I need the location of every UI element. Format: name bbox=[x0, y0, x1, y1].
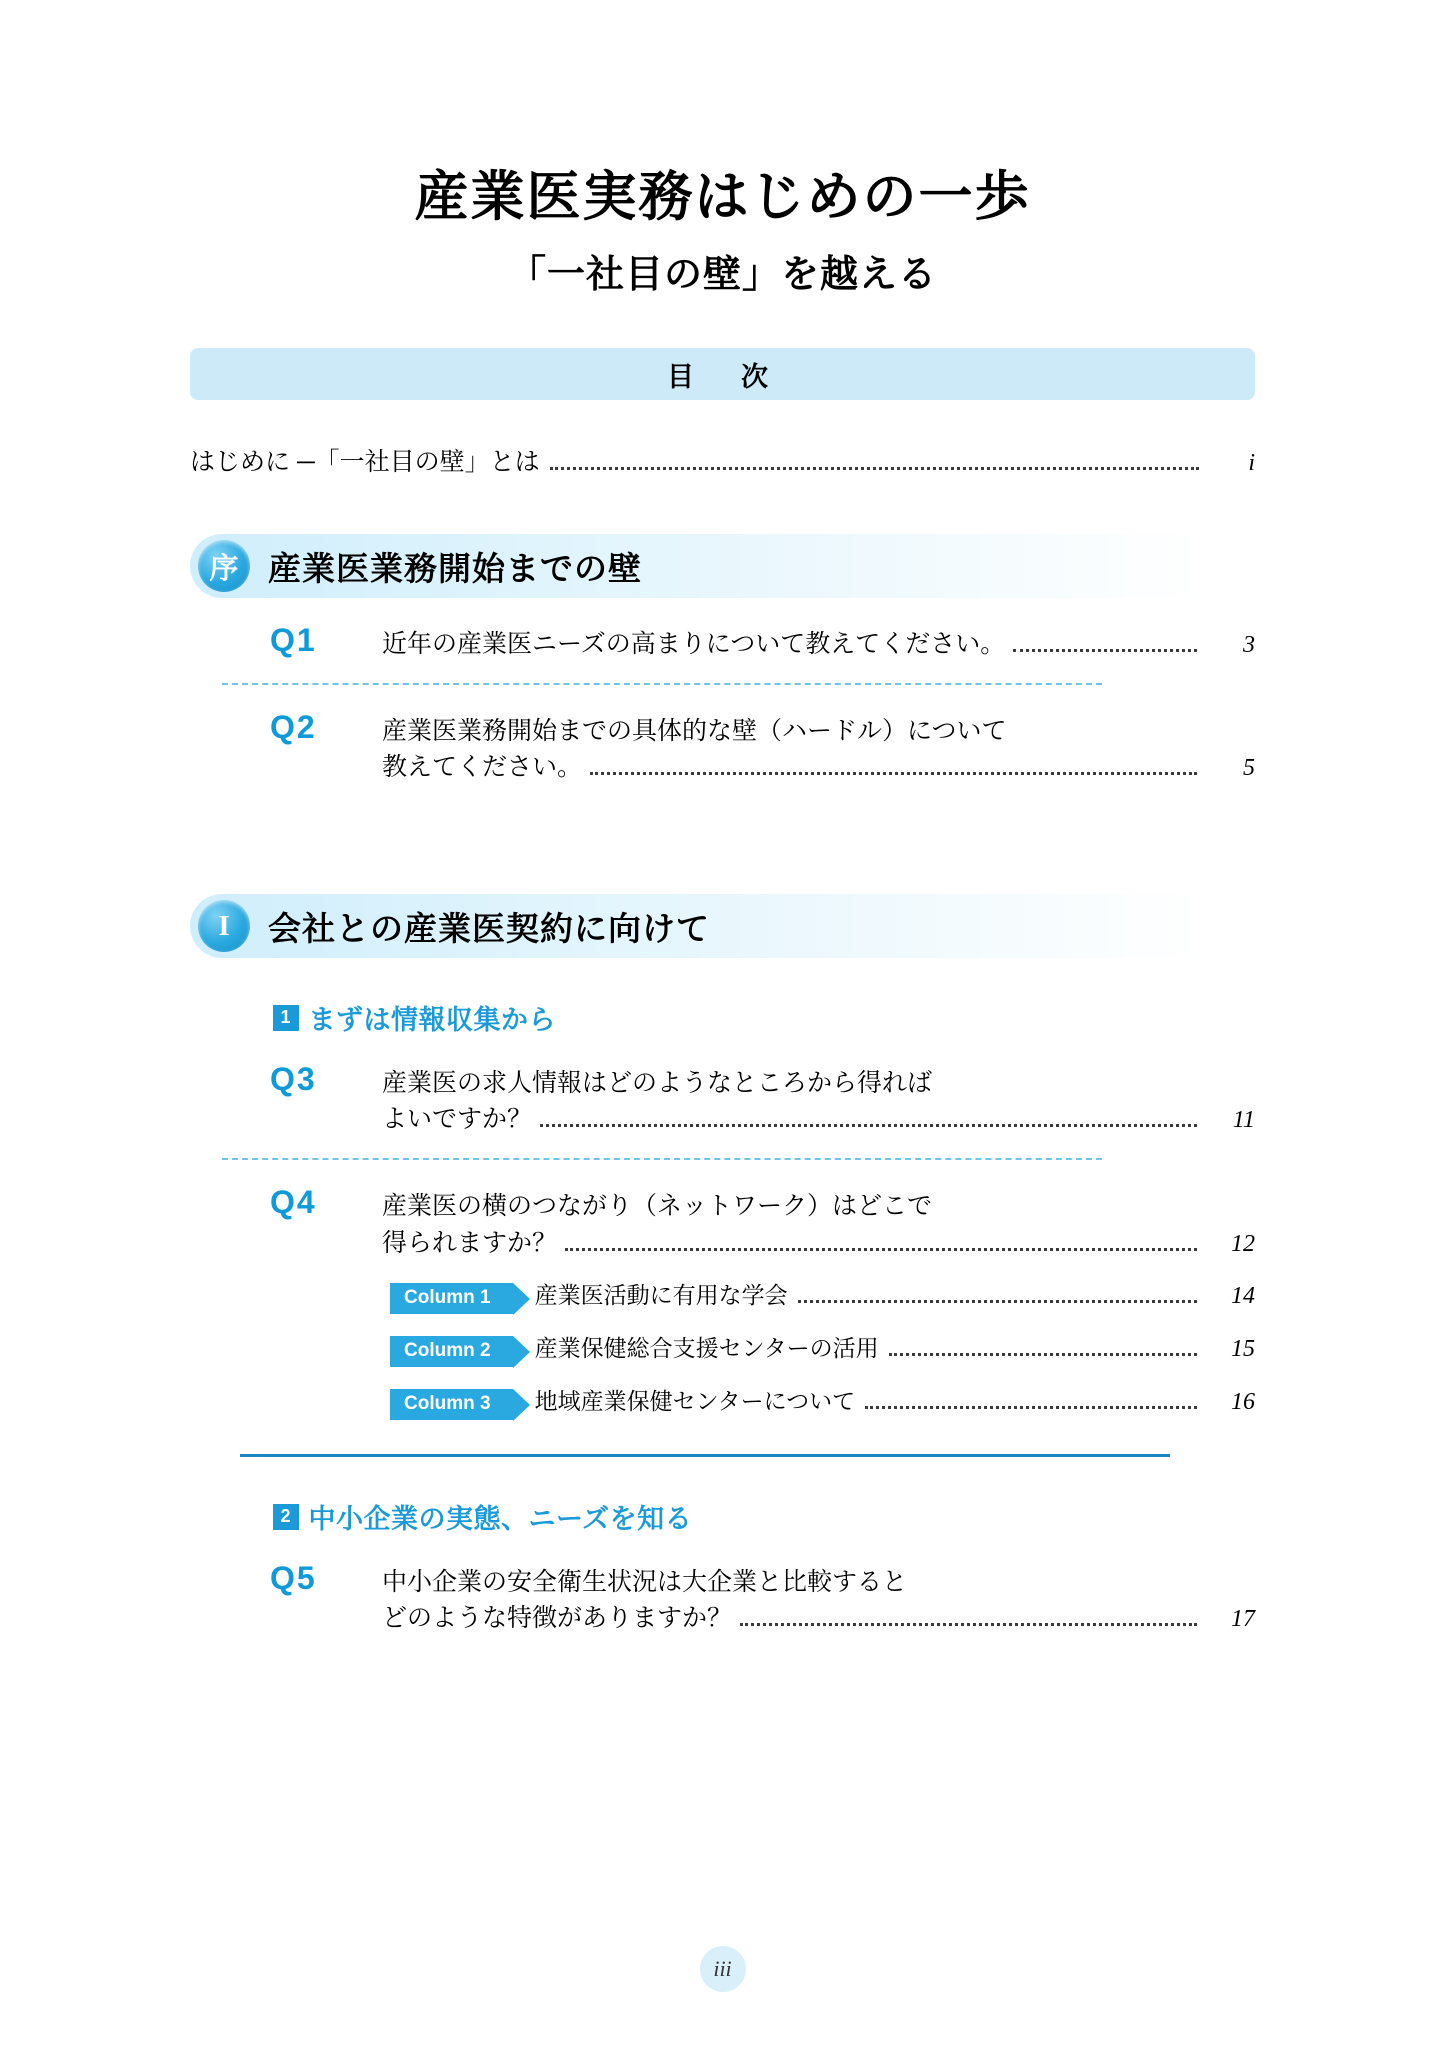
column-tag-2: Column 2 bbox=[390, 1336, 513, 1367]
column-page-3: 16 bbox=[1231, 1389, 1255, 1416]
chapter-title-1: 会社との産業医契約に向けて bbox=[268, 909, 710, 947]
q-label-q1: Q1 bbox=[270, 622, 317, 659]
q-text-q5-line1: 中小企業の安全衛生状況は大企業と比較すると bbox=[382, 1568, 908, 1596]
section-divider bbox=[240, 1454, 1170, 1457]
page-title: 産業医実務はじめの一歩 bbox=[414, 167, 1031, 227]
leader-dots bbox=[865, 1405, 1197, 1409]
toc-entry-q2[interactable] bbox=[190, 709, 1255, 786]
chapter-banner-0[interactable] bbox=[190, 534, 1255, 598]
toc-entry-preface[interactable] bbox=[190, 442, 1255, 478]
q-label-q2: Q2 bbox=[270, 709, 317, 746]
entry-separator bbox=[222, 683, 1102, 685]
chapter-banner-1[interactable] bbox=[190, 894, 1255, 958]
section-number-2: 2 bbox=[273, 1504, 299, 1530]
entry-separator bbox=[222, 1158, 1102, 1160]
q-text-q2-line1: 産業医業務開始までの具体的な壁（ハードル）について bbox=[382, 717, 1007, 746]
leader-dots bbox=[740, 1622, 1197, 1626]
q-page-q5: 17 bbox=[1231, 1606, 1255, 1633]
leader-dots bbox=[798, 1299, 1197, 1303]
q-text-q4-line1: 産業医の横のつながり（ネットワーク）はどこで bbox=[382, 1192, 933, 1221]
section-title-1: まずは情報収集から bbox=[308, 1005, 556, 1036]
q-text-q1: 近年の産業医ニーズの高まりについて教えてください。 bbox=[382, 630, 1006, 659]
toc-entry-column-3[interactable] bbox=[190, 1383, 1255, 1420]
toc-entry-q3[interactable] bbox=[190, 1061, 1255, 1138]
leader-dots bbox=[889, 1352, 1197, 1356]
chapter-badge-0: 序 bbox=[198, 540, 250, 592]
toc-entry-q5[interactable] bbox=[190, 1560, 1255, 1637]
q-page-q4: 12 bbox=[1231, 1230, 1255, 1257]
toc-header-bar bbox=[190, 348, 1255, 400]
column-tag-3: Column 3 bbox=[390, 1389, 513, 1420]
column-text-2: 産業保健総合支援センターの活用 bbox=[534, 1335, 879, 1362]
page-subtitle: 「一社目の壁」を越える bbox=[507, 254, 937, 297]
folio bbox=[0, 1946, 1445, 1992]
q-text-q4-line2: 得られますか？ bbox=[382, 1228, 558, 1257]
page-number: iii bbox=[700, 1946, 746, 1992]
q-label-q3: Q3 bbox=[270, 1061, 317, 1098]
column-page-2: 15 bbox=[1231, 1336, 1255, 1363]
toc-entry-column-1[interactable] bbox=[190, 1277, 1255, 1314]
section-heading-2[interactable] bbox=[218, 1497, 1228, 1536]
q-text-q2-line2: 教えてください。 bbox=[382, 753, 583, 782]
section-number-1: 1 bbox=[273, 1005, 299, 1031]
column-text-1: 産業医活動に有用な学会 bbox=[534, 1282, 788, 1309]
q-label-q5: Q5 bbox=[270, 1560, 317, 1596]
preface-label: はじめに ─「一社目の壁」とは bbox=[190, 448, 540, 477]
q-page-q2: 5 bbox=[1243, 755, 1255, 782]
leader-dots bbox=[550, 466, 1199, 470]
toc-entry-q4[interactable] bbox=[190, 1184, 1255, 1261]
q-text-q5-line2: どのような特徴がありますか？ bbox=[382, 1604, 733, 1633]
leader-dots bbox=[590, 771, 1197, 775]
q-page-q1: 3 bbox=[1243, 632, 1255, 659]
column-text-3: 地域産業保健センターについて bbox=[534, 1388, 856, 1415]
q-label-q4: Q4 bbox=[270, 1184, 317, 1221]
toc-entry-column-2[interactable] bbox=[190, 1330, 1255, 1367]
leader-dots bbox=[540, 1123, 1197, 1127]
column-tag-1: Column 1 bbox=[390, 1283, 513, 1314]
preface-page: i bbox=[1248, 450, 1255, 477]
column-page-1: 14 bbox=[1231, 1283, 1255, 1310]
leader-dots bbox=[1013, 648, 1197, 652]
chapter-badge-1: I bbox=[198, 900, 250, 952]
toc-entry-q1[interactable] bbox=[190, 622, 1255, 663]
q-text-q3-line2: よいですか？ bbox=[382, 1105, 533, 1134]
q-text-q3-line1: 産業医の求人情報はどのようなところから得れば bbox=[382, 1069, 933, 1098]
chapter-title-0: 産業医業務開始までの壁 bbox=[268, 549, 642, 587]
leader-dots bbox=[565, 1247, 1197, 1251]
section-title-2: 中小企業の実態、ニーズを知る bbox=[308, 1504, 693, 1534]
title-block bbox=[0, 168, 1445, 298]
q-page-q3: 11 bbox=[1232, 1107, 1255, 1134]
section-heading-1[interactable] bbox=[218, 998, 1228, 1037]
toc-heading: 目 次 bbox=[667, 361, 778, 392]
